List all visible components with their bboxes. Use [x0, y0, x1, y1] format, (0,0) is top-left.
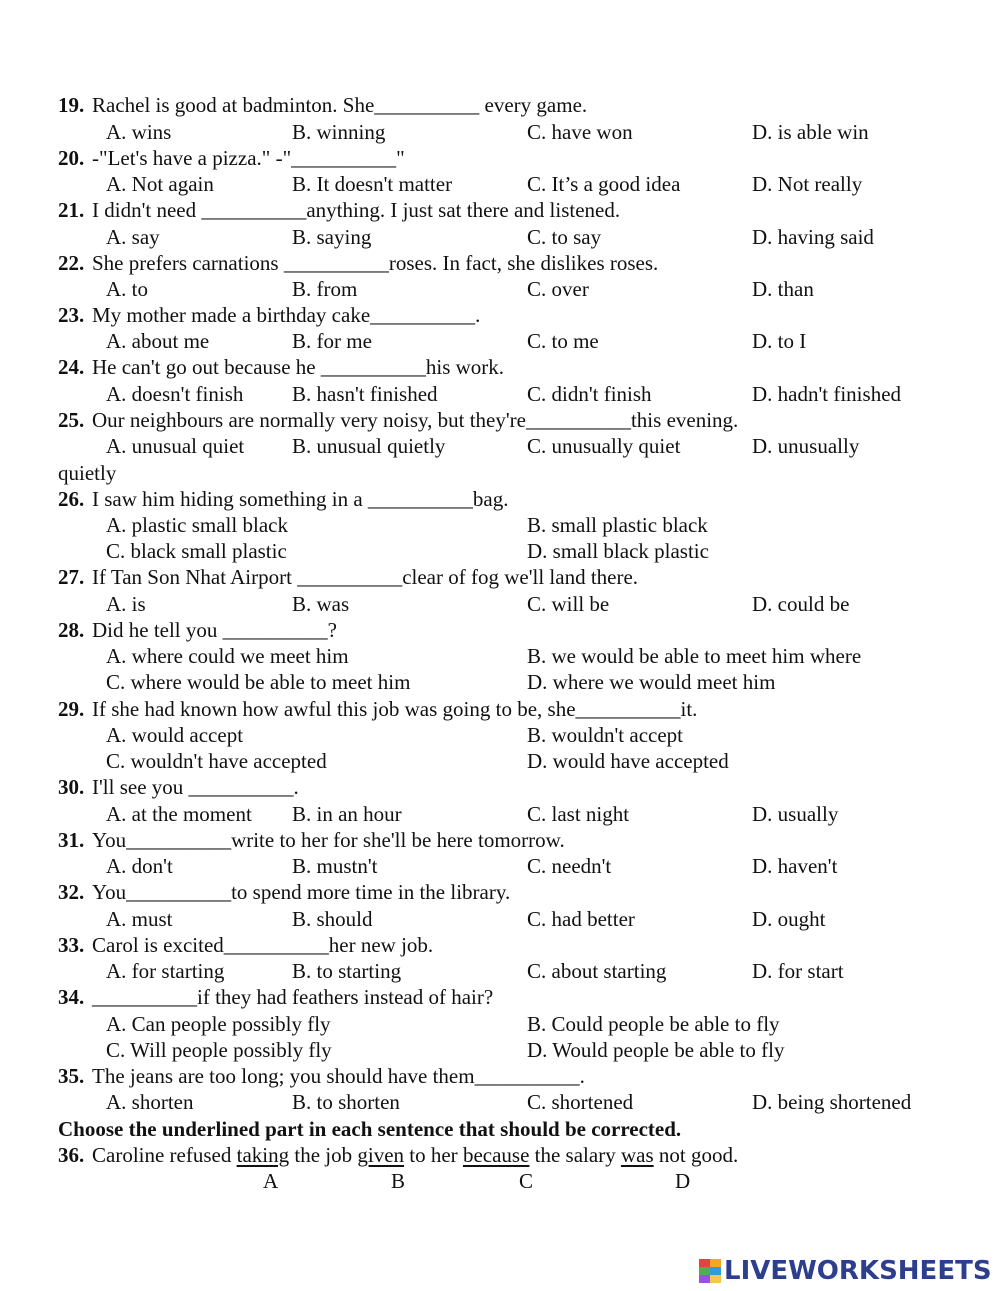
option-a[interactable]: A. Not again — [106, 172, 214, 196]
option-d[interactable]: D. could be — [752, 592, 850, 616]
option-c[interactable]: C. black small plastic — [106, 539, 287, 563]
option-d[interactable]: D. would have accepted — [527, 749, 729, 773]
option-a[interactable]: A. must — [106, 907, 173, 931]
options-25-wrap — [0, 460, 1000, 486]
question-text: Carol is excited__________her new job. — [92, 933, 434, 957]
option-c[interactable]: C. unusually quiet — [527, 434, 681, 458]
question-number: 29. — [58, 697, 85, 721]
option-d[interactable]: D. than — [752, 277, 814, 301]
question-text: If she had known how awful this job was going to be, she__________it. — [92, 697, 698, 721]
question-number: 33. — [58, 933, 85, 957]
question-30 — [0, 774, 1000, 800]
option-a[interactable]: A. where could we meet him — [106, 644, 349, 668]
logo-square — [710, 1275, 721, 1283]
question-33 — [0, 932, 1000, 958]
option-b[interactable]: B. small plastic black — [527, 513, 708, 537]
options-34-row1 — [0, 1011, 1000, 1037]
question-34 — [0, 984, 1000, 1010]
logo-square — [699, 1275, 710, 1283]
question-number: 31. — [58, 828, 85, 852]
options-19 — [0, 119, 1000, 145]
question-number: 35. — [58, 1064, 85, 1088]
options-24 — [0, 381, 1000, 407]
option-b[interactable]: B. from — [292, 277, 358, 301]
options-27 — [0, 591, 1000, 617]
option-b[interactable]: B. winning — [292, 120, 386, 144]
option-c[interactable]: C. last night — [527, 802, 630, 826]
option-a[interactable]: A. about me — [106, 329, 210, 353]
option-c[interactable]: C. to say — [527, 225, 602, 249]
sentence-part: the job — [289, 1143, 358, 1167]
question-number: 24. — [58, 355, 85, 379]
question-number: 25. — [58, 408, 85, 432]
question-text: Did he tell you __________? — [92, 618, 337, 642]
options-26-row2 — [0, 538, 1000, 564]
option-d[interactable]: D. haven't — [752, 854, 838, 878]
option-a[interactable]: A. would accept — [106, 723, 244, 747]
letter-a: A — [263, 1169, 279, 1193]
question-number: 28. — [58, 618, 85, 642]
option-a[interactable]: A. for starting — [106, 959, 225, 983]
question-text: If Tan Son Nhat Airport __________clear of fog we'll land there. — [92, 565, 639, 589]
option-a[interactable]: A. to — [106, 277, 148, 301]
option-c[interactable]: C. have won — [527, 120, 633, 144]
option-b[interactable]: B. mustn't — [292, 854, 378, 878]
option-b[interactable]: B. unusual quietly — [292, 434, 446, 458]
logo-square — [710, 1267, 721, 1275]
question-35 — [0, 1063, 1000, 1089]
option-d[interactable]: D. Not really — [752, 172, 863, 196]
question-text: -"Let's have a pizza." -"__________" — [92, 146, 405, 170]
option-c[interactable]: C. didn't finish — [527, 382, 652, 406]
option-d[interactable]: D. is able win — [752, 120, 869, 144]
underlined-part-d[interactable]: was — [620, 1143, 654, 1167]
sentence-part: not good. — [653, 1143, 739, 1167]
option-b[interactable]: B. in an hour — [292, 802, 402, 826]
options-29-row2 — [0, 748, 1000, 774]
question-text: The jeans are too long; you should have them__________. — [92, 1064, 585, 1088]
question-text: Our neighbours are normally very noisy, but they're__________this evening. — [92, 408, 739, 432]
logo-mark-icon — [699, 1259, 721, 1283]
underlined-part-b[interactable]: given — [357, 1143, 405, 1167]
options-25 — [0, 433, 1000, 459]
question-28 — [0, 617, 1000, 643]
options-26-row1 — [0, 512, 1000, 538]
question-number: 23. — [58, 303, 85, 327]
logo-square — [699, 1259, 710, 1267]
options-34-row2 — [0, 1037, 1000, 1063]
letter-b: B — [391, 1169, 406, 1193]
option-b[interactable]: B. to shorten — [292, 1090, 400, 1114]
option-d[interactable]: D. unusually — [752, 434, 860, 458]
question-text: __________if they had feathers instead of hair? — [92, 985, 494, 1009]
section-heading-text: Choose the underlined part in each sentence that should be corrected. — [58, 1117, 682, 1141]
option-b[interactable]: B. we would be able to meet him where — [527, 644, 862, 668]
question-31 — [0, 827, 1000, 853]
question-number: 32. — [58, 880, 85, 904]
option-d[interactable]: D. ought — [752, 907, 826, 931]
option-d[interactable]: D. small black plastic — [527, 539, 709, 563]
question-text — [92, 1142, 738, 1168]
question-text: I saw him hiding something in a __________bag. — [92, 487, 509, 511]
sentence-part: Caroline refused — [92, 1143, 237, 1167]
option-d[interactable]: D. usually — [752, 802, 839, 826]
question-number: 36. — [58, 1143, 85, 1167]
option-b[interactable]: B. should — [292, 907, 373, 931]
option-b[interactable]: B. to starting — [292, 959, 402, 983]
option-d[interactable]: D. for start — [752, 959, 844, 983]
option-b[interactable]: B. It doesn't matter — [292, 172, 453, 196]
options-20 — [0, 171, 1000, 197]
option-b[interactable]: B. for me — [292, 329, 372, 353]
options-29-row1 — [0, 722, 1000, 748]
option-b[interactable]: B. Could people be able to fly — [527, 1012, 780, 1036]
answer-letters-36 — [0, 1168, 1000, 1194]
letter-c: C — [519, 1169, 534, 1193]
liveworksheets-logo[interactable] — [699, 1254, 992, 1288]
option-a[interactable]: A. is — [106, 592, 146, 616]
option-c[interactable]: C. to me — [527, 329, 599, 353]
option-d[interactable]: D. hadn't finished — [752, 382, 902, 406]
question-32 — [0, 879, 1000, 905]
option-b[interactable]: B. saying — [292, 225, 372, 249]
option-a[interactable]: A. at the moment — [106, 802, 252, 826]
option-c[interactable]: C. needn't — [527, 854, 612, 878]
question-19 — [0, 92, 1000, 118]
options-31 — [0, 853, 1000, 879]
option-d[interactable]: D. to I — [752, 329, 807, 353]
option-a[interactable]: A. wins — [106, 120, 172, 144]
option-a[interactable]: A. doesn't finish — [106, 382, 244, 406]
option-c[interactable]: C. will be — [527, 592, 610, 616]
option-a[interactable]: A. say — [106, 225, 160, 249]
option-a[interactable]: A. unusual quiet — [106, 434, 245, 458]
option-a[interactable]: A. plastic small black — [106, 513, 288, 537]
option-d[interactable]: D. Would people be able to fly — [527, 1038, 785, 1062]
options-28-row2 — [0, 669, 1000, 695]
question-27 — [0, 564, 1000, 590]
options-22 — [0, 276, 1000, 302]
sentence-part: the salary — [529, 1143, 621, 1167]
question-text: You__________write to her for she'll be here tomorrow. — [92, 828, 565, 852]
options-21 — [0, 224, 1000, 250]
option-c[interactable]: C. where would be able to meet him — [106, 670, 411, 694]
question-22 — [0, 250, 1000, 276]
option-b[interactable]: B. was — [292, 592, 350, 616]
option-b[interactable]: B. hasn't finished — [292, 382, 438, 406]
option-d[interactable]: D. where we would meet him — [527, 670, 776, 694]
option-c[interactable]: C. Will people possibly fly — [106, 1038, 332, 1062]
logo-square — [699, 1267, 710, 1275]
question-number: 19. — [58, 93, 85, 117]
question-text: You__________to spend more time in the library. — [92, 880, 511, 904]
options-33 — [0, 958, 1000, 984]
question-23 — [0, 302, 1000, 328]
options-23 — [0, 328, 1000, 354]
question-text: He can't go out because he __________his work. — [92, 355, 505, 379]
options-32 — [0, 906, 1000, 932]
option-b[interactable]: B. wouldn't accept — [527, 723, 683, 747]
option-c[interactable]: C. over — [527, 277, 589, 301]
question-number: 26. — [58, 487, 85, 511]
question-text: She prefers carnations __________roses. In fact, she dislikes roses. — [92, 251, 659, 275]
question-number: 22. — [58, 251, 85, 275]
question-text: I'll see you __________. — [92, 775, 299, 799]
question-29 — [0, 696, 1000, 722]
question-26 — [0, 486, 1000, 512]
underlined-part-c[interactable]: because — [462, 1143, 530, 1167]
letter-d: D — [675, 1169, 691, 1193]
option-d[interactable]: D. having said — [752, 225, 874, 249]
options-30 — [0, 801, 1000, 827]
question-number: 20. — [58, 146, 85, 170]
question-number: 27. — [58, 565, 85, 589]
question-text: My mother made a birthday cake__________. — [92, 303, 481, 327]
question-20 — [0, 145, 1000, 171]
question-text: I didn't need __________anything. I just sat there and listened. — [92, 198, 621, 222]
option-a[interactable]: A. shorten — [106, 1090, 194, 1114]
option-a[interactable]: A. Can people possibly fly — [106, 1012, 331, 1036]
option-c[interactable]: C. about starting — [527, 959, 667, 983]
question-36 — [0, 1142, 1000, 1168]
option-a[interactable]: A. don't — [106, 854, 173, 878]
question-21 — [0, 197, 1000, 223]
option-c[interactable]: C. wouldn't have accepted — [106, 749, 327, 773]
option-c[interactable]: C. shortened — [527, 1090, 634, 1114]
options-35 — [0, 1089, 1000, 1115]
sentence-part: to her — [404, 1143, 463, 1167]
question-text: Rachel is good at badminton. She__________ every game. — [92, 93, 588, 117]
question-25 — [0, 407, 1000, 433]
section-heading — [0, 1116, 1000, 1142]
question-number: 21. — [58, 198, 85, 222]
logo-text: LIVEWORKSHEETS — [724, 1256, 992, 1286]
option-c[interactable]: C. It’s a good idea — [527, 172, 681, 196]
underlined-part-a[interactable]: taking — [236, 1143, 290, 1167]
question-number: 30. — [58, 775, 85, 799]
option-c[interactable]: C. had better — [527, 907, 635, 931]
question-24 — [0, 354, 1000, 380]
logo-square — [710, 1259, 721, 1267]
option-d-continued[interactable]: quietly — [58, 461, 117, 485]
options-28-row1 — [0, 643, 1000, 669]
option-d[interactable]: D. being shortened — [752, 1090, 912, 1114]
question-number: 34. — [58, 985, 85, 1009]
